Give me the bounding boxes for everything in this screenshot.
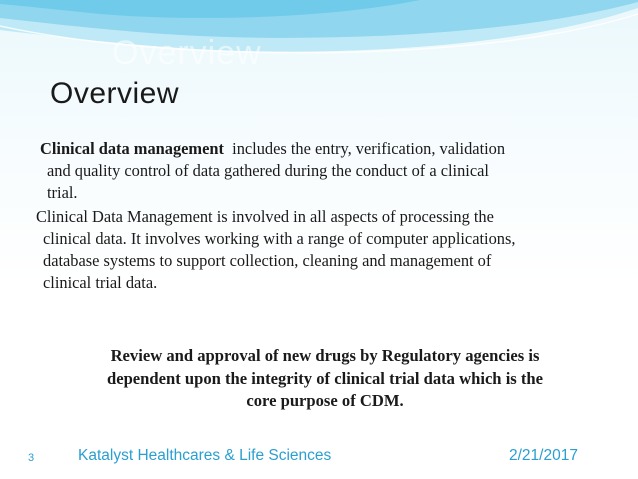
paragraph1-line1-rest: includes the entry, verification, validation	[232, 139, 506, 158]
slide-title: Overview	[50, 77, 180, 110]
paragraph2-line1: Clinical Data Management is involved in all aspects of processing the	[36, 207, 494, 226]
paragraph2-line2: clinical data. It involves working with a range of computer applications,	[43, 229, 516, 248]
paragraph1-line1	[40, 138, 600, 160]
paragraph2-line4: clinical trial data.	[43, 273, 158, 292]
emphasis-statement	[60, 345, 590, 413]
paragraph-clinical-data-management	[40, 138, 600, 204]
footer-company: Katalyst Healthcares & Life Sciences	[78, 447, 332, 464]
bold-lead-term: Clinical data management	[40, 139, 224, 158]
emphasis-line3: core purpose of CDM.	[246, 391, 404, 410]
header-wave-decoration	[0, 0, 638, 70]
emphasis-line1: Review and approval of new drugs by Regulatory agencies is	[110, 346, 540, 365]
emphasis-line2: dependent upon the integrity of clinical trial data which is the	[106, 368, 544, 388]
ghost-title-watermark: Overview	[112, 34, 262, 72]
paragraph1-line2: and quality control of data gathered during the conduct of a clinical	[47, 161, 489, 180]
slide-number: 3	[28, 452, 35, 464]
footer-date: 2/21/2017	[509, 447, 578, 464]
paragraph1-line3: trial.	[47, 183, 78, 202]
paragraph-cdm-involvement	[36, 206, 596, 294]
paragraph2-line3: database systems to support collection, cleaning and management of	[43, 251, 492, 270]
